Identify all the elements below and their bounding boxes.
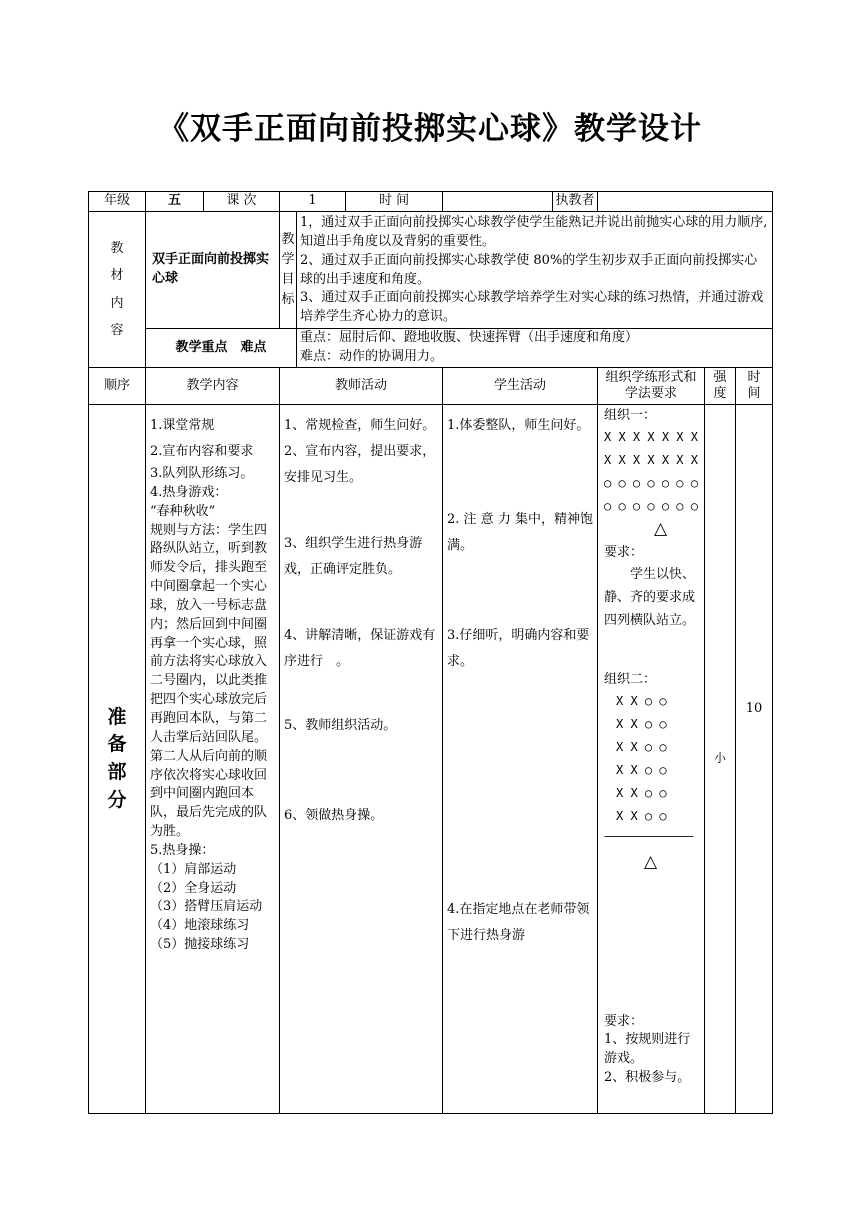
prep-teacher-activity: [280, 405, 443, 1114]
teacher-position-icon: △: [654, 518, 668, 539]
req2-item: 1、按规则进行游戏。: [604, 1032, 691, 1067]
formation-row: X X ○ ○: [616, 693, 667, 708]
content-item: （2）全身运动: [150, 880, 237, 896]
content-item: 2.宣布内容和要求: [150, 444, 254, 459]
formation-row: X X ○ ○: [616, 808, 667, 823]
teacher-value: [598, 192, 773, 212]
req2-label: 要求：: [604, 1013, 644, 1029]
time-label: 时 间: [346, 192, 443, 212]
lesson-label: 课 次: [204, 192, 280, 212]
goal-item: 2、通过双手正面向前投掷实心球教学使 80%的学生初步双手正面向前投掷实心球的出手速度和角度。: [300, 252, 758, 287]
info-row: [89, 192, 773, 212]
teacher-item: 6、领做热身操。: [284, 808, 384, 823]
prep-time: 10: [736, 405, 773, 1114]
col-organization: 组织学练形式和学法要求: [598, 368, 705, 405]
col-teacher: 教师活动: [280, 368, 443, 405]
focus-label: 教学重点 难点: [146, 329, 297, 368]
col-order: 顺序: [89, 368, 146, 405]
content-item: 再跑回本队，与第二人击掌后站回队尾。第二人从后向前的顺序依次将实心球收回到中间圈内跑回本队，最后先完成的队为胜。: [150, 710, 268, 840]
req2-item: 2、积极参与。: [604, 1070, 691, 1086]
formation-row: X X ○ ○: [616, 762, 667, 777]
content-item: 规则与方法：学生四路纵队站立，听到教师发令后，排头跑至中间圈拿起一个实心球，放入一号标志盘内；然后回到中间圈再拿一个实心球，照前方法将实心球放入二号圈内，以此类推把四个实心球放完后: [150, 522, 268, 708]
req1-text: 学生以快、静、齐的要求成四列横队站立。: [604, 566, 696, 629]
teacher-item: 2、宣布内容，提出要求，安排见习生。: [284, 444, 436, 485]
teacher-item: 4、讲解清晰，保证游戏有序进行 。: [284, 628, 436, 669]
field-divider: ————————: [604, 828, 693, 844]
group1-label: 组织一：: [604, 408, 657, 423]
content-item: （5）抛接球练习: [150, 937, 250, 953]
content-item: （3）搭臂压肩运动: [150, 899, 263, 915]
formation-row: X X ○ ○: [616, 716, 667, 731]
content-item: 5.热身操：: [150, 842, 215, 858]
prep-section-row: [89, 405, 773, 1114]
formation-row: ○ ○ ○ ○ ○ ○ ○: [604, 498, 698, 513]
content-item: 3.队列队形练习。: [150, 466, 254, 481]
goal-item: 1，通过双手正面向前投掷实心球教学使学生能熟记并说出前抛实心球的用力顺序,知道出手角度以及背躬的重要性。: [300, 215, 768, 249]
col-content: 教学内容: [146, 368, 280, 405]
time-value: [443, 192, 553, 212]
student-item: 1.体委整队，师生问好。: [447, 418, 590, 433]
material-label: 教 材 内 容: [89, 212, 146, 368]
student-item: 3.仔细听，明确内容和要求。: [447, 628, 590, 669]
lesson-plan-table: [88, 191, 773, 1114]
lesson-value: 1: [280, 192, 346, 212]
prep-content: [146, 405, 280, 1114]
content-item: （4）地滚球练习: [150, 918, 250, 934]
goal-item: 3、通过双手正面向前投掷实心球教学培养学生对实心球的练习热情，并通过游戏培养学生齐心协力的意识。: [300, 290, 764, 325]
col-student: 学生活动: [443, 368, 598, 405]
content-item: 4.热身游戏：: [150, 484, 228, 500]
prep-intensity: 小: [705, 405, 736, 1114]
content-item: “春种秋收”: [150, 503, 216, 519]
student-item: 2. 注 意 力 集中，精神饱满。: [447, 512, 593, 553]
column-header-row: [89, 368, 773, 405]
req1-label: 要求：: [604, 544, 644, 560]
teacher-item: 1、常规检查，师生问好。: [284, 418, 436, 433]
teacher-item: 5、教师组织活动。: [284, 718, 397, 733]
material-name: 双手正面向前投掷实心球: [146, 212, 280, 329]
material-row: [89, 212, 773, 329]
formation-row: X X X X X X X: [604, 452, 698, 467]
teacher-item: 3、组织学生进行热身游戏，正确评定胜负。: [284, 536, 423, 577]
content-item: 1.课堂常规: [150, 418, 215, 433]
prep-student-activity: [443, 405, 598, 1114]
content-item: （1）肩部运动: [150, 861, 237, 877]
page-title: 《双手正面向前投掷实心球》教学设计: [158, 111, 702, 147]
prep-organization: [598, 405, 705, 1114]
group2-label: 组织二：: [604, 671, 657, 687]
grade-label: 年级: [89, 192, 146, 212]
formation-row: X X X X X X X: [604, 429, 698, 444]
student-item: 4.在指定地点在老师带领下进行热身游: [447, 902, 590, 943]
goal-label: 教 学 目 标: [280, 212, 297, 329]
grade-value: 五: [146, 192, 204, 212]
formation-row: X X ○ ○: [616, 739, 667, 754]
col-time: 时间: [736, 368, 773, 405]
prep-section-label: 准 备 部 分: [89, 405, 146, 1114]
focus-text: 重点：屈肘后仰、蹬地收腹、快速挥臂（出手速度和角度）: [300, 330, 639, 346]
focus-content: [297, 329, 773, 368]
difficulty-text: 难点：动作的协调用力。: [300, 349, 444, 364]
teacher-label: 执教者: [553, 192, 598, 212]
teaching-goals: [297, 212, 773, 329]
formation-row: X X ○ ○: [616, 785, 667, 800]
formation-row: ○ ○ ○ ○ ○ ○ ○: [604, 475, 698, 490]
focus-row: [89, 329, 773, 368]
teacher-position-icon: △: [644, 851, 658, 872]
col-intensity: 强度: [705, 368, 736, 405]
